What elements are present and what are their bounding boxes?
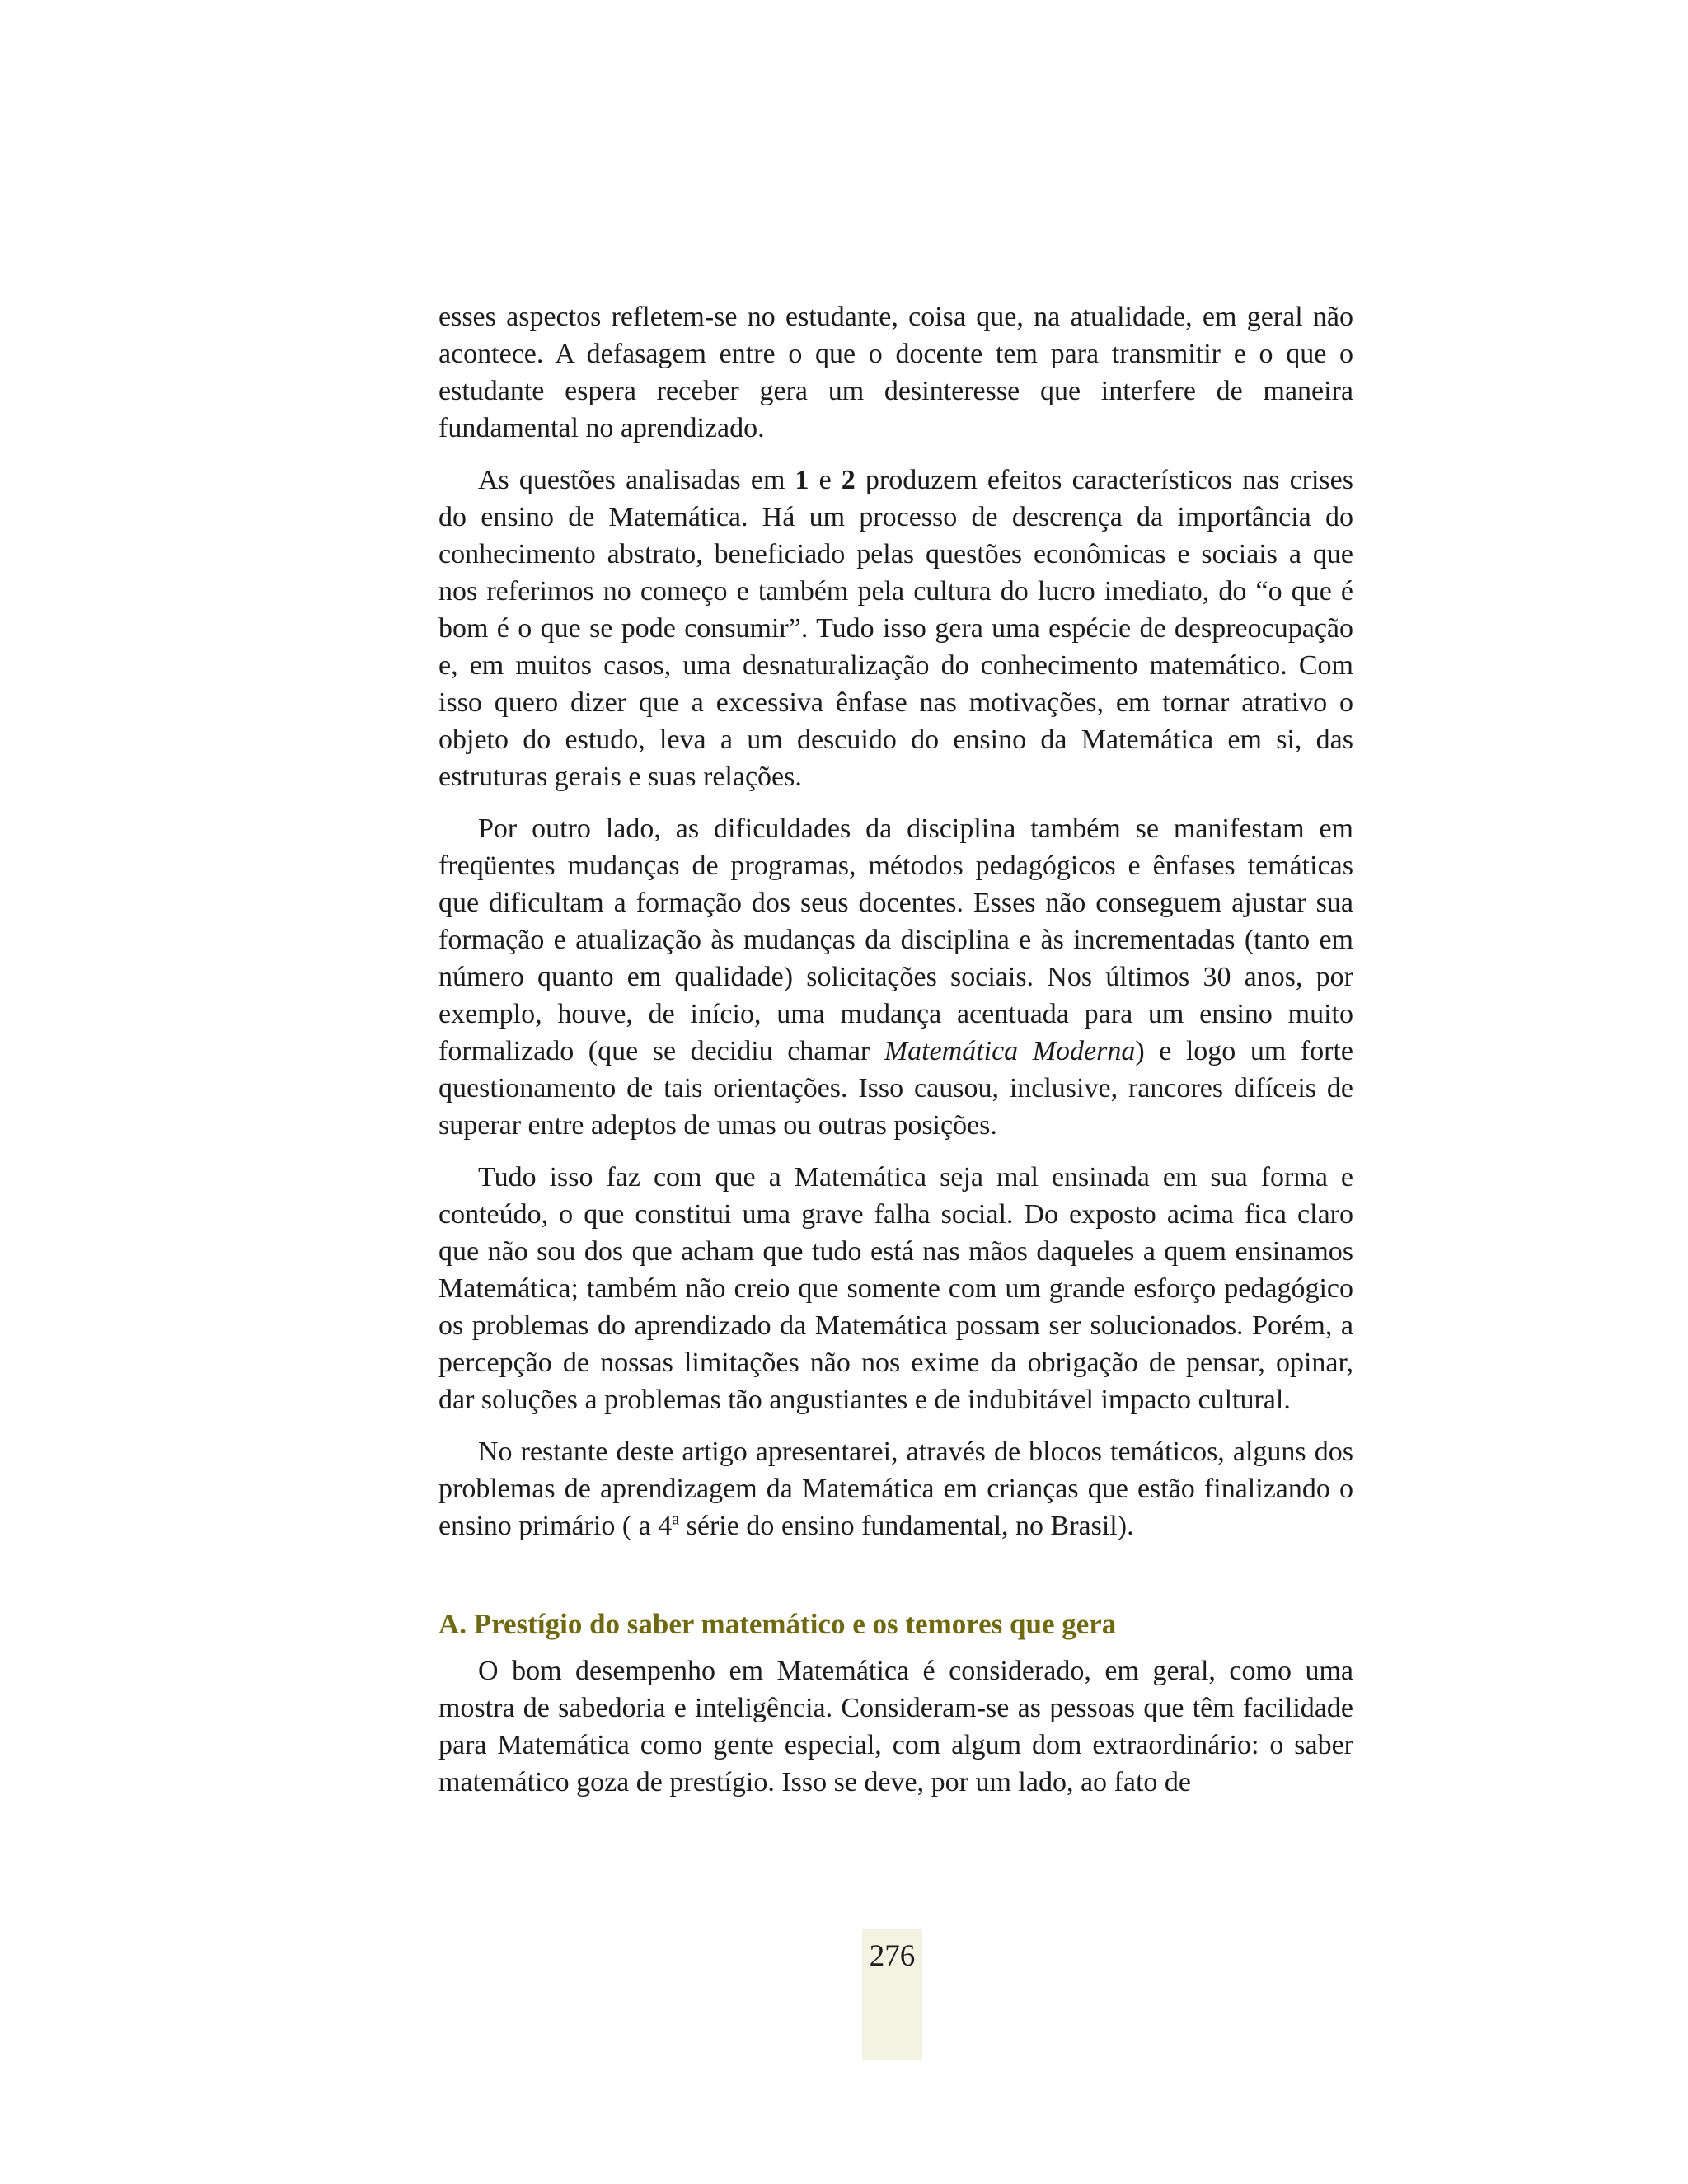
paragraph-crises <box>438 462 1353 795</box>
paragraph-text: e <box>809 465 842 495</box>
ordinal-superscript: a <box>672 1510 680 1529</box>
paragraph-difficulties <box>438 810 1353 1144</box>
section-heading: A. Prestígio do saber matemático e os temores que gera <box>438 1608 1117 1640</box>
paragraph-text: As questões analisadas em <box>478 465 795 495</box>
italic-term: Matemática Moderna <box>884 1036 1136 1066</box>
text-column <box>438 298 1353 1816</box>
paragraph-text: No restante deste artigo apresentarei, através de blocos temáticos, alguns dos problemas de aprendizagem da Matemática em crianças que estão finalizando o ensino primário ( a 4 <box>438 1436 1353 1541</box>
page-number: 276 <box>869 1939 916 1973</box>
paragraph-continuation: esses aspectos refletem-se no estudante, coisa que, na atualidade, em geral não acontece. A defasagem entre o que o docente tem para transmitir e o que o estudante espera receber gera um desinteresse que interfere de maneira fundamental no aprendizado. <box>438 302 1353 443</box>
paragraph-prestige: O bom desempenho em Matemática é considerado, em geral, como uma mostra de sabedoria e inteligência. Consideram-se as pessoas que têm facilidade para Matemática como gente especial, com algum dom extraordinário: o saber matemático goza de prestígio. Isso se deve, por um lado, ao fato de <box>438 1656 1353 1797</box>
reference-number-1: 1 <box>795 465 809 495</box>
paragraph-text: Por outro lado, as dificuldades da disciplina também se manifestam em freqüentes mudanças de programas, métodos pedagógicos e ênfases temáticas que dificultam a formação dos seus docentes. Esses não conseguem ajustar sua formação e atualização às mudanças da disciplina e às incrementadas (tanto em número quanto em qualidade) solicitações sociais. Nos últimos 30 anos, por exemplo, houve, de início, uma mudança acentuada para um ensino muito formalizado (que se decidiu chamar <box>438 813 1353 1066</box>
page-number-box <box>862 1929 922 2060</box>
paragraph-badly-taught: Tudo isso faz com que a Matemática seja mal ensinada em sua forma e conteúdo, o que constitui uma grave falha social. Do exposto acima fica claro que não sou dos que acham que tudo está nas mãos daqueles a quem ensinamos Matemática; também não creio que somente com um grande esforço pedagógico os problemas do aprendizado da Matemática possam ser solucionados. Porém, a percepção de nossas limitações não nos exime da obrigação de pensar, opinar, dar soluções a problemas tão angustiantes e de indubitável impacto cultural. <box>438 1162 1353 1415</box>
paragraph-text: série do ensino fundamental, no Brasil). <box>679 1511 1134 1541</box>
paragraph-remainder <box>438 1433 1353 1544</box>
paragraph-text: ) e logo um forte questionamento de tais orientações. Isso causou, inclusive, rancores difíceis de superar entre adeptos de umas ou outras posições. <box>438 1036 1353 1141</box>
reference-number-2: 2 <box>841 465 856 495</box>
paragraph-text: produzem efeitos característicos nas crises do ensino de Matemática. Há um processo de descrença da importância do conhecimento abstrato, beneficiado pelas questões econômicas e sociais a que nos referimos no começo e também pela cultura do lucro imediato, do “o que é bom é o que se pode consumir”. Tudo isso gera uma espécie de despreocupação e, em muitos casos, uma desnaturalização do conhecimento matemático. Com isso quero dizer que a excessiva ênfase nas motivações, em tornar atrativo o objeto do estudo, leva a um descuido do ensino da Matemática em si, das estruturas gerais e suas relações. <box>438 465 1353 792</box>
